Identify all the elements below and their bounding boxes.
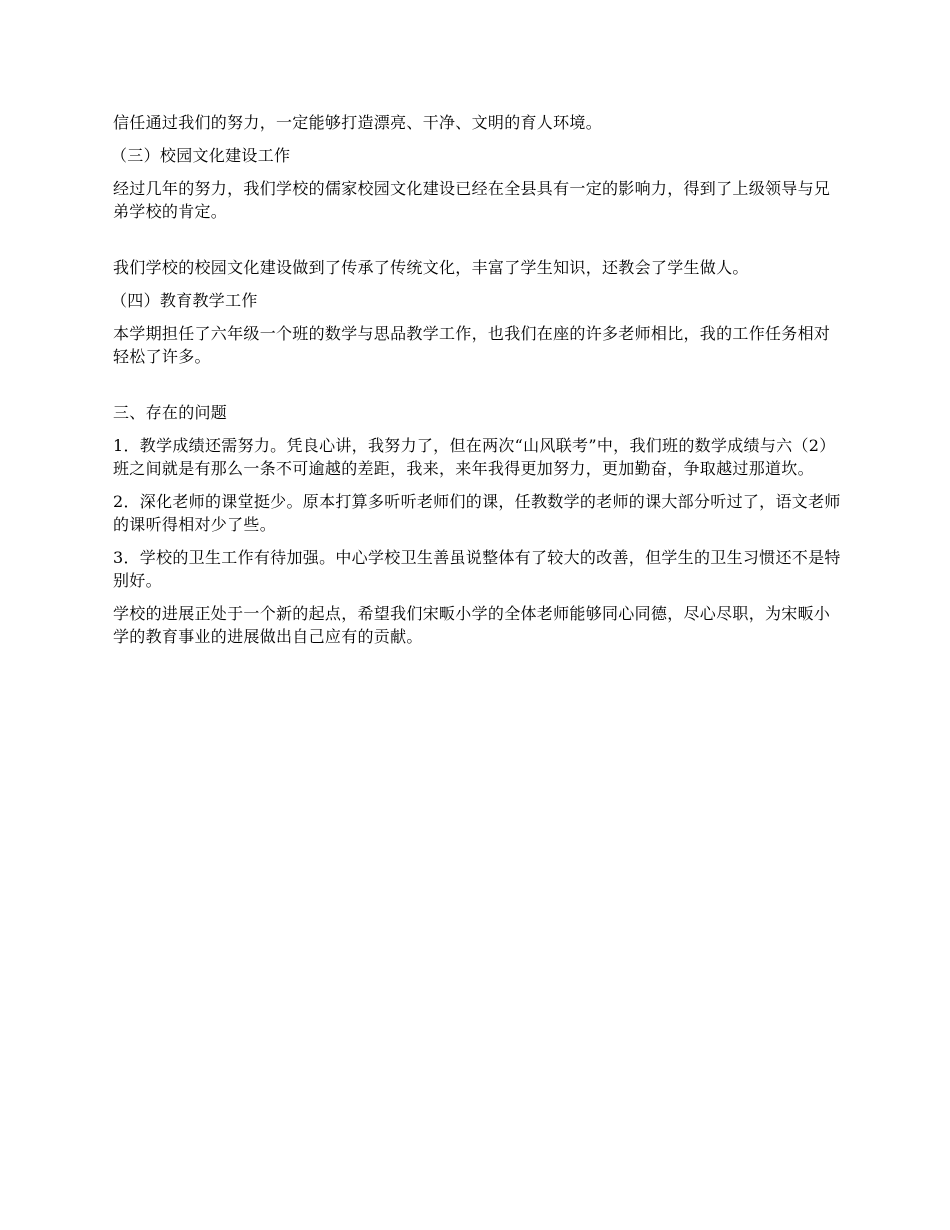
section-heading-teaching: （四）教育教学工作 — [111, 291, 258, 310]
section-heading-problems: 三、存在的问题 — [113, 403, 228, 422]
paragraph-culture-result: 我们学校的校园文化建设做到了传承了传统文化，丰富了学生知识，还教会了学生做人。 — [113, 258, 749, 277]
section-heading-campus-culture: （三）校园文化建设工作 — [111, 146, 291, 165]
problem-item-2: 2．深化老师的课堂挺少。原本打算多听听老师们的课，任教数学的老师的课大部分听过了，语文老师的课听得相对少了些。 — [113, 492, 841, 534]
paragraph-campus-culture: 经过几年的努力，我们学校的儒家校园文化建设已经在全县具有一定的影响力，得到了上级领导与兄弟学校的肯定。 — [113, 179, 831, 221]
paragraph-environment: 信任通过我们的努力，一定能够打造漂亮、干净、文明的育人环境。 — [113, 113, 603, 132]
paragraph-teaching: 本学期担任了六年级一个班的数学与思品教学工作，也我们在座的许多老师相比，我的工作任务相对轻松了许多。 — [113, 324, 831, 366]
problem-item-1: 1．教学成绩还需努力。凭良心讲，我努力了，但在两次“山风联考”中，我们班的数学成绩与六（2）班之间就是有那么一条不可逾越的差距，我来，来年我得更加努力，更加勤奋，争取越过那道坎。 — [113, 436, 836, 478]
paragraph-conclusion: 学校的进展正处于一个新的起点，希望我们宋畈小学的全体老师能够同心同德，尽心尽职，为宋畈小学的教育事业的进展做出自己应有的贡献。 — [113, 604, 831, 646]
document-body — [113, 111, 841, 648]
problem-item-3: 3．学校的卫生工作有待加强。中心学校卫生善虽说整体有了较大的改善，但学生的卫生习惯还不是特别好。 — [113, 548, 841, 590]
